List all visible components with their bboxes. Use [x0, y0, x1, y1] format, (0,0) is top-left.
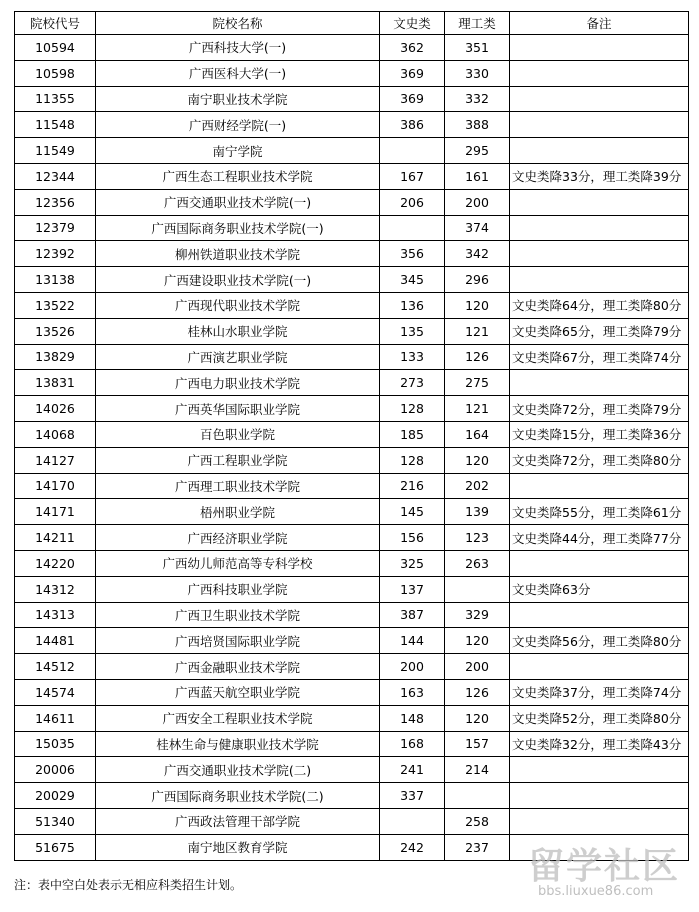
cell-school-code: 20006 [15, 757, 96, 783]
cell-note: 文史类降65分，理工类降79分 [510, 318, 689, 344]
cell-note [510, 60, 689, 86]
cell-school-code: 11548 [15, 112, 96, 138]
cell-school-code: 51340 [15, 808, 96, 834]
cell-note: 文史类降55分，理工类降61分 [510, 499, 689, 525]
cell-school-name: 广西生态工程职业技术学院 [96, 163, 380, 189]
cell-school-code: 14611 [15, 705, 96, 731]
cell-school-name: 广西科技大学(一) [96, 35, 380, 61]
cell-science-score: 120 [445, 447, 510, 473]
cell-note [510, 138, 689, 164]
cell-school-code: 13526 [15, 318, 96, 344]
cell-school-code: 15035 [15, 731, 96, 757]
cell-science-score: 342 [445, 241, 510, 267]
cell-school-name: 广西交通职业技术学院(二) [96, 757, 380, 783]
cell-note: 文史类降64分，理工类降80分 [510, 292, 689, 318]
cell-note [510, 757, 689, 783]
cell-school-code: 10598 [15, 60, 96, 86]
cell-science-score: 157 [445, 731, 510, 757]
cell-science-score: 329 [445, 602, 510, 628]
table-row [15, 447, 689, 473]
table-row [15, 731, 689, 757]
cell-school-code: 10594 [15, 35, 96, 61]
cell-note [510, 602, 689, 628]
table-row [15, 679, 689, 705]
cell-school-code: 12344 [15, 163, 96, 189]
cell-school-name: 广西电力职业技术学院 [96, 370, 380, 396]
cell-school-code: 14170 [15, 473, 96, 499]
cell-science-score [445, 783, 510, 809]
cell-school-name: 广西交通职业技术学院(一) [96, 189, 380, 215]
cell-arts-score: 273 [380, 370, 445, 396]
cell-note [510, 267, 689, 293]
cell-school-name: 广西政法管理干部学院 [96, 808, 380, 834]
cell-school-code: 14171 [15, 499, 96, 525]
table-row [15, 783, 689, 809]
table-row [15, 576, 689, 602]
cell-arts-score: 185 [380, 421, 445, 447]
cell-school-name: 广西现代职业技术学院 [96, 292, 380, 318]
table-row [15, 808, 689, 834]
cell-school-code: 13138 [15, 267, 96, 293]
cell-note [510, 189, 689, 215]
cell-school-code: 14313 [15, 602, 96, 628]
cell-arts-score: 145 [380, 499, 445, 525]
table-row [15, 370, 689, 396]
cell-arts-score: 163 [380, 679, 445, 705]
cell-science-score [445, 576, 510, 602]
cell-school-code: 12379 [15, 215, 96, 241]
cell-school-code: 14481 [15, 628, 96, 654]
watermark-text: 留学社区 [528, 846, 681, 887]
table-row [15, 112, 689, 138]
admission-score-table [14, 11, 689, 861]
cell-science-score: 202 [445, 473, 510, 499]
cell-note [510, 654, 689, 680]
cell-school-name: 广西幼儿师范高等专科学校 [96, 550, 380, 576]
cell-note: 文史类降37分，理工类降74分 [510, 679, 689, 705]
table-body [15, 35, 689, 861]
cell-school-code: 13829 [15, 344, 96, 370]
cell-science-score: 121 [445, 396, 510, 422]
table-row [15, 654, 689, 680]
cell-arts-score: 369 [380, 86, 445, 112]
cell-arts-score: 128 [380, 396, 445, 422]
cell-school-name: 广西理工职业技术学院 [96, 473, 380, 499]
table-row [15, 189, 689, 215]
footnote: 注：表中空白处表示无相应科类招生计划。 [14, 878, 243, 892]
cell-science-score: 258 [445, 808, 510, 834]
cell-science-score: 200 [445, 654, 510, 680]
cell-arts-score [380, 215, 445, 241]
cell-note: 文史类降44分，理工类降77分 [510, 525, 689, 551]
cell-science-score: 120 [445, 705, 510, 731]
table-row [15, 421, 689, 447]
cell-arts-score: 133 [380, 344, 445, 370]
header-science-score: 理工类 [445, 12, 510, 35]
cell-science-score: 161 [445, 163, 510, 189]
cell-note: 文史类降56分，理工类降80分 [510, 628, 689, 654]
cell-science-score: 123 [445, 525, 510, 551]
cell-science-score: 126 [445, 679, 510, 705]
cell-arts-score: 144 [380, 628, 445, 654]
cell-arts-score: 362 [380, 35, 445, 61]
cell-school-name: 广西英华国际职业学院 [96, 396, 380, 422]
table-row [15, 757, 689, 783]
table-header-row [15, 12, 689, 35]
table-row [15, 215, 689, 241]
cell-arts-score: 356 [380, 241, 445, 267]
header-school-name: 院校名称 [96, 12, 380, 35]
cell-note: 文史类降15分，理工类降36分 [510, 421, 689, 447]
cell-school-code: 12356 [15, 189, 96, 215]
cell-school-name: 南宁学院 [96, 138, 380, 164]
cell-science-score: 388 [445, 112, 510, 138]
cell-note: 文史类降33分，理工类降39分 [510, 163, 689, 189]
cell-note: 文史类降67分，理工类降74分 [510, 344, 689, 370]
cell-arts-score [380, 808, 445, 834]
table-row [15, 473, 689, 499]
table-row [15, 292, 689, 318]
cell-note [510, 35, 689, 61]
cell-school-name: 广西财经学院(一) [96, 112, 380, 138]
cell-school-name: 广西医科大学(一) [96, 60, 380, 86]
cell-arts-score: 369 [380, 60, 445, 86]
table-row [15, 705, 689, 731]
table-row [15, 602, 689, 628]
cell-science-score: 351 [445, 35, 510, 61]
cell-school-code: 12392 [15, 241, 96, 267]
table-row [15, 628, 689, 654]
table-row [15, 60, 689, 86]
cell-school-name: 广西国际商务职业技术学院(一) [96, 215, 380, 241]
cell-school-name: 广西经济职业学院 [96, 525, 380, 551]
table-row [15, 138, 689, 164]
table-row [15, 499, 689, 525]
cell-science-score: 139 [445, 499, 510, 525]
cell-science-score: 374 [445, 215, 510, 241]
cell-school-name: 广西卫生职业技术学院 [96, 602, 380, 628]
cell-science-score: 120 [445, 292, 510, 318]
header-school-code: 院校代号 [15, 12, 96, 35]
cell-school-code: 11549 [15, 138, 96, 164]
cell-school-code: 13522 [15, 292, 96, 318]
cell-school-name: 广西金融职业技术学院 [96, 654, 380, 680]
cell-school-name: 梧州职业学院 [96, 499, 380, 525]
table-row [15, 267, 689, 293]
cell-school-name: 桂林山水职业学院 [96, 318, 380, 344]
cell-note [510, 241, 689, 267]
cell-school-name: 广西蓝天航空职业学院 [96, 679, 380, 705]
table-row [15, 163, 689, 189]
cell-science-score: 164 [445, 421, 510, 447]
cell-arts-score: 325 [380, 550, 445, 576]
cell-arts-score: 128 [380, 447, 445, 473]
cell-school-name: 广西建设职业技术学院(一) [96, 267, 380, 293]
table-row [15, 550, 689, 576]
table-row [15, 241, 689, 267]
cell-arts-score: 148 [380, 705, 445, 731]
cell-school-code: 14574 [15, 679, 96, 705]
table-row [15, 525, 689, 551]
cell-school-name: 广西国际商务职业技术学院(二) [96, 783, 380, 809]
cell-science-score: 121 [445, 318, 510, 344]
cell-note [510, 215, 689, 241]
table-row [15, 344, 689, 370]
cell-science-score: 296 [445, 267, 510, 293]
cell-school-code: 11355 [15, 86, 96, 112]
cell-note: 文史类降72分，理工类降79分 [510, 396, 689, 422]
cell-arts-score: 216 [380, 473, 445, 499]
cell-school-name: 广西演艺职业学院 [96, 344, 380, 370]
cell-school-code: 51675 [15, 834, 96, 860]
cell-note [510, 473, 689, 499]
cell-note [510, 112, 689, 138]
cell-note: 文史类降52分，理工类降80分 [510, 705, 689, 731]
cell-note [510, 86, 689, 112]
cell-note: 文史类降63分 [510, 576, 689, 602]
cell-note [510, 808, 689, 834]
cell-science-score: 332 [445, 86, 510, 112]
cell-school-name: 广西工程职业学院 [96, 447, 380, 473]
cell-arts-score: 200 [380, 654, 445, 680]
watermark-url: bbs.liuxue86.com [538, 884, 654, 899]
cell-arts-score: 168 [380, 731, 445, 757]
cell-science-score: 295 [445, 138, 510, 164]
cell-school-name: 南宁职业技术学院 [96, 86, 380, 112]
cell-science-score: 263 [445, 550, 510, 576]
cell-arts-score: 156 [380, 525, 445, 551]
cell-school-name: 广西培贤国际职业学院 [96, 628, 380, 654]
cell-arts-score: 241 [380, 757, 445, 783]
cell-school-name: 广西安全工程职业技术学院 [96, 705, 380, 731]
cell-science-score: 330 [445, 60, 510, 86]
cell-arts-score [380, 138, 445, 164]
cell-arts-score: 386 [380, 112, 445, 138]
table-row [15, 396, 689, 422]
cell-science-score: 200 [445, 189, 510, 215]
header-note: 备注 [510, 12, 689, 35]
cell-science-score: 275 [445, 370, 510, 396]
header-arts-score: 文史类 [380, 12, 445, 35]
cell-school-code: 14220 [15, 550, 96, 576]
cell-school-name: 广西科技职业学院 [96, 576, 380, 602]
cell-school-name: 百色职业学院 [96, 421, 380, 447]
cell-science-score: 237 [445, 834, 510, 860]
cell-science-score: 120 [445, 628, 510, 654]
table-row [15, 35, 689, 61]
cell-note [510, 370, 689, 396]
cell-note [510, 550, 689, 576]
cell-school-code: 14026 [15, 396, 96, 422]
cell-arts-score: 345 [380, 267, 445, 293]
cell-arts-score: 137 [380, 576, 445, 602]
cell-arts-score: 136 [380, 292, 445, 318]
watermark-logo [528, 838, 688, 904]
cell-science-score: 214 [445, 757, 510, 783]
cell-school-code: 14127 [15, 447, 96, 473]
cell-note: 文史类降72分，理工类降80分 [510, 447, 689, 473]
cell-arts-score: 206 [380, 189, 445, 215]
cell-school-name: 桂林生命与健康职业技术学院 [96, 731, 380, 757]
cell-arts-score: 242 [380, 834, 445, 860]
cell-science-score: 126 [445, 344, 510, 370]
cell-school-code: 13831 [15, 370, 96, 396]
cell-arts-score: 167 [380, 163, 445, 189]
cell-arts-score: 387 [380, 602, 445, 628]
table-row [15, 86, 689, 112]
cell-school-code: 14512 [15, 654, 96, 680]
cell-arts-score: 337 [380, 783, 445, 809]
table-row [15, 318, 689, 344]
cell-school-name: 南宁地区教育学院 [96, 834, 380, 860]
cell-school-code: 20029 [15, 783, 96, 809]
cell-arts-score: 135 [380, 318, 445, 344]
cell-school-name: 柳州铁道职业技术学院 [96, 241, 380, 267]
cell-school-code: 14068 [15, 421, 96, 447]
cell-school-code: 14312 [15, 576, 96, 602]
cell-school-code: 14211 [15, 525, 96, 551]
cell-note: 文史类降32分，理工类降43分 [510, 731, 689, 757]
cell-note [510, 783, 689, 809]
